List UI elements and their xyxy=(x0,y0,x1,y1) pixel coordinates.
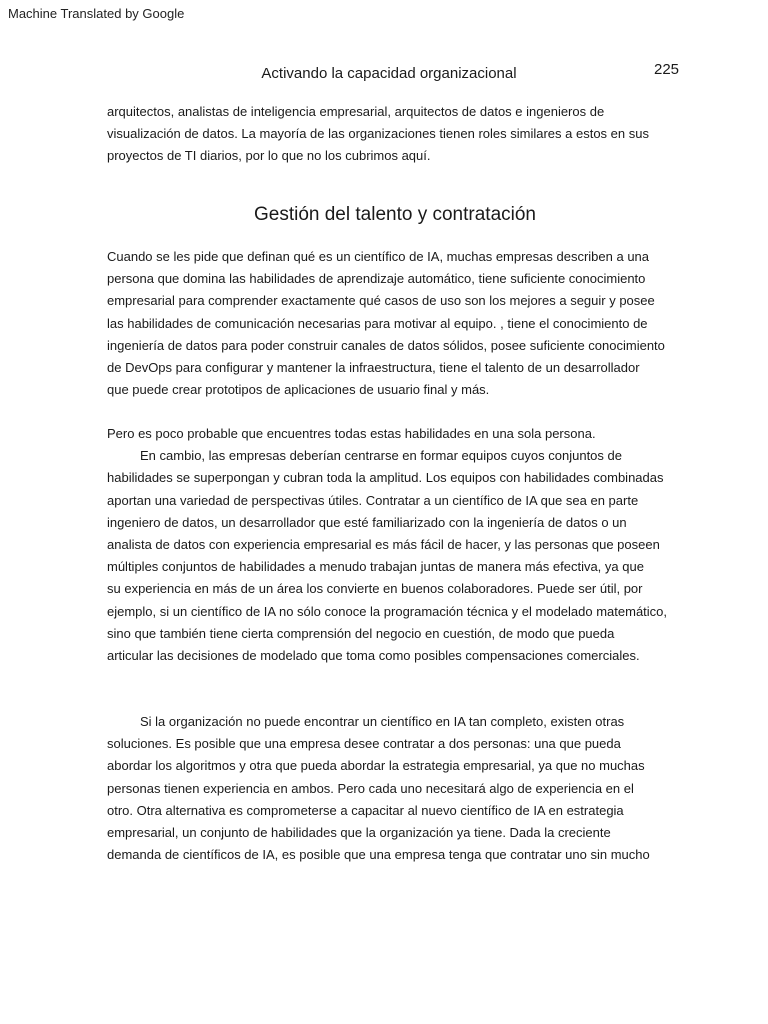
text-line: otro. Otra alternativa es comprometerse a capacitar al nuevo científico de IA en estrategia xyxy=(107,802,624,818)
text-line: analista de datos con experiencia empresarial es más fácil de hacer, y las personas que poseen xyxy=(107,536,660,552)
running-head: Activando la capacidad organizacional xyxy=(261,65,517,82)
text-line: abordar los algoritmos y otra que pueda abordar la estrategia empresarial, ya que no muchas xyxy=(107,758,645,774)
text-line: Pero es poco probable que encuentres todas estas habilidades en una sola persona. xyxy=(107,426,596,441)
text-line: habilidades se superpongan y cubran toda la amplitud. Los equipos con habilidades combinadas xyxy=(107,470,664,486)
paragraph-1 xyxy=(107,246,707,401)
text-line: ingeniero de datos, un desarrollador que esté familiarizado con la ingeniería de datos o un xyxy=(107,514,627,530)
text-line: las habilidades de comunicación necesarias para motivar al equipo. , tiene el conocimiento de xyxy=(107,315,648,331)
paragraph-2 xyxy=(107,423,707,667)
text-line: En cambio, las empresas deberían centrarse en formar equipos cuyos conjuntos de xyxy=(140,448,622,464)
text-line: Si la organización no puede encontrar un científico en IA tan completo, existen otras xyxy=(140,714,625,729)
text-line: múltiples conjuntos de habilidades a menudo trabajan juntas de manera más efectiva, ya que xyxy=(107,559,644,575)
text-line: articular las decisiones de modelado que toma como posibles compensaciones comerciales. xyxy=(107,647,640,663)
section-heading: Gestión del talento y contratación xyxy=(253,204,536,225)
text-line: aportan una variedad de perspectivas útiles. Contratar a un científico de IA que sea en parte xyxy=(107,492,639,508)
text-line: sino que también tiene cierta comprensión del negocio en cuestión, de modo que pueda xyxy=(107,625,615,641)
text-line: Cuando se les pide que definan qué es un científico de IA, muchas empresas describen a una xyxy=(107,249,650,264)
text-line: persona que domina las habilidades de aprendizaje automático, tiene suficiente conocimiento xyxy=(107,271,646,287)
text-line: ingeniería de datos para poder construir canales de datos sólidos, posee suficiente conocimiento xyxy=(107,337,665,353)
page-number: 225 xyxy=(654,61,680,78)
text-line: que puede crear prototipos de aplicaciones de usuario final y más. xyxy=(107,382,490,398)
machine-translation-banner: Machine Translated by Google xyxy=(8,6,185,21)
text-line: de DevOps para configurar y mantener la infraestructura, tiene el talento de un desarrollador xyxy=(107,359,640,375)
text-line: empresarial para comprender exactamente qué casos de uso son los mejores a seguir y posee xyxy=(107,293,655,309)
text-line: arquitectos, analistas de inteligencia empresarial, arquitectos de datos e ingenieros de xyxy=(107,104,605,119)
text-line: empresarial, un conjunto de habilidades que la organización ya tiene. Dada la creciente xyxy=(107,824,611,840)
paragraph-3 xyxy=(107,711,707,866)
text-line: visualización de datos. La mayoría de las organizaciones tienen roles similares a estos en sus xyxy=(107,126,649,142)
intro-paragraph xyxy=(107,101,707,168)
text-line: demanda de científicos de IA, es posible que una empresa tenga que contratar uno sin mucho xyxy=(107,847,650,863)
text-line: proyectos de TI diarios, por lo que no los cubrimos aquí. xyxy=(107,148,431,164)
text-line: soluciones. Es posible que una empresa desee contratar a dos personas: una que pueda xyxy=(107,736,621,752)
text-line: ejemplo, si un científico de IA no sólo conoce la programación técnica y el modelado matemático, xyxy=(107,603,668,619)
text-line: su experiencia en más de un área los convierte en buenos colaboradores. Puede ser útil, por xyxy=(107,581,643,597)
text-line: personas tienen experiencia en ambos. Pero cada uno necesitará algo de experiencia en el xyxy=(107,780,634,796)
